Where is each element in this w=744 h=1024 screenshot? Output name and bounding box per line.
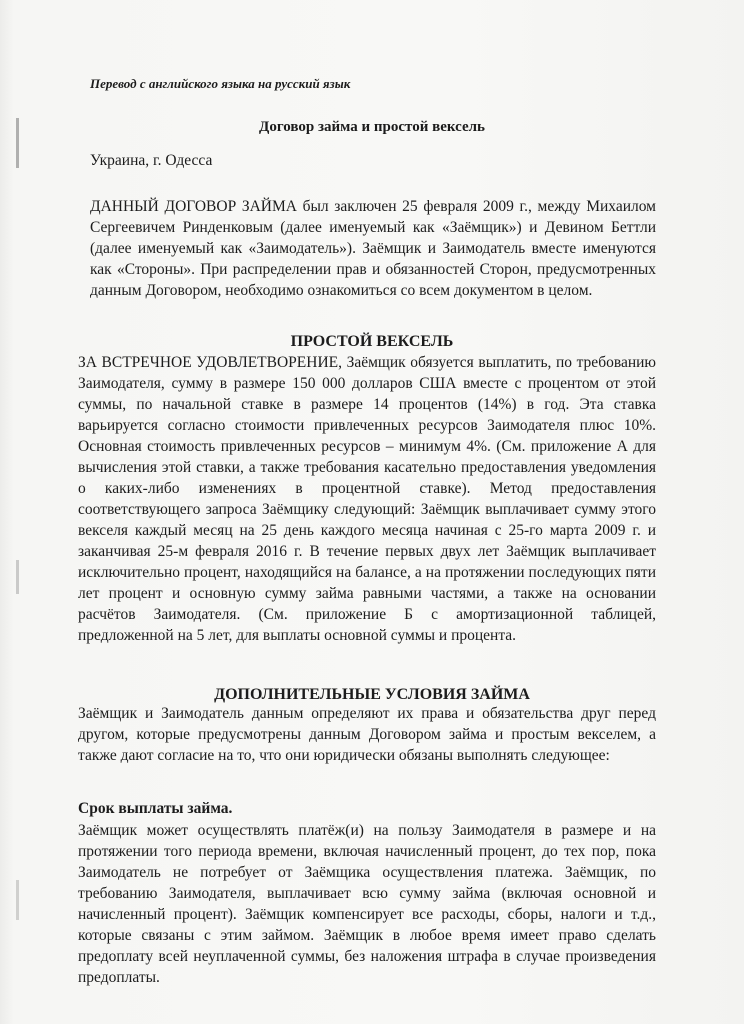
intro-paragraph: ДАННЫЙ ДОГОВОР ЗАЙМА был заключен 25 февраля 2009 г., между Михаилом Сергеевичем Ринденковым (далее именуемый как «Заёмщик») и Девином Беттли (далее именуемый как «Заимодатель»). Заёмщик и Заимодатель вместе именуются как «Стороны». При распределении прав и обязанностей Сторон, предусмотренных данным Договором, необходимо ознакомиться со всем документом в целом. — [90, 198, 656, 299]
section-body-promissory-note: ЗА ВСТРЕЧНОЕ УДОВЛЕТВОРЕНИЕ, Заёмщик обязуется выплатить, по требованию Заимодателя, сумму в размере 150 000 долларов США вместе с процентом от этой суммы, по начальной ставке в размере 14 процентов (14%) в год. Эта ставка варьируется согласно стоимости привлеченных ресурсов Заимодателя плюс 10%. Основная стоимость привлеченных ресурсов – минимум 4%. (См. приложение А для вычисления этой ставки, а также требования касательно предоставления уведомления о каких-либо изменениях в процентной ставке). Метод предоставления соответствующего запроса Заёмщику следующий: Заёмщик выплачивает сумму этого векселя каждый месяц на 25 день каждого месяца начиная с 25-го марта 2009 г. и заканчивая 25-м февраля 2016 г. В течение первых двух лет Заёмщик выплачивает исключительно процент, находящийся на балансе, а на протяжении последующих пяти лет процент и основную сумму займа равными частями, а также на основании расчётов Заимодателя. (См. приложение Б с амортизационной таблицей, предложенной на 5 лет, для выплаты основной суммы и процента. — [78, 354, 656, 644]
section-body-additional-terms: Заёмщик и Заимодатель данным определяют их права и обязательства друг перед другом, которые предусмотрены данным Договором займа и простым векселем, а также дают согласие на то, что они юридически обязаны выполнять следующее: — [78, 705, 656, 764]
subsection-heading-repayment-term: Срок выплаты займа. — [78, 800, 233, 817]
scan-edge-mark — [16, 560, 19, 594]
section-heading-additional-terms: ДОПОЛНИТЕЛЬНЫЕ УСЛОВИЯ ЗАЙМА — [214, 686, 530, 703]
document-title: Договор займа и простой вексель — [259, 119, 485, 135]
scan-edge-mark — [16, 880, 19, 920]
document-place: Украина, г. Одесса — [90, 152, 213, 169]
section-heading-promissory-note: ПРОСТОЙ ВЕКСЕЛЬ — [290, 333, 454, 350]
subsection-body-repayment-term: Заёмщик может осуществлять платёж(и) на пользу Заимодателя в размере и на протяжении того периода времени, включая начисленный процент, до тех пор, пока Заимодатель не потребует от Заёмщика осуществления платежа. Заёмщик, по требованию Заимодателя, выплачивает всю сумму займа (включая основной и начисленный процент). Заёмщик компенсирует все расходы, сборы, налоги и т.д., которые связаны с этим займом. Заёмщик в любое время имеет право сделать предоплату всей неуплаченной суммы, без наложения штрафа в случае произведения предоплаты. — [78, 822, 656, 986]
translator-note: Перевод с английского языка на русский язык — [90, 76, 351, 91]
